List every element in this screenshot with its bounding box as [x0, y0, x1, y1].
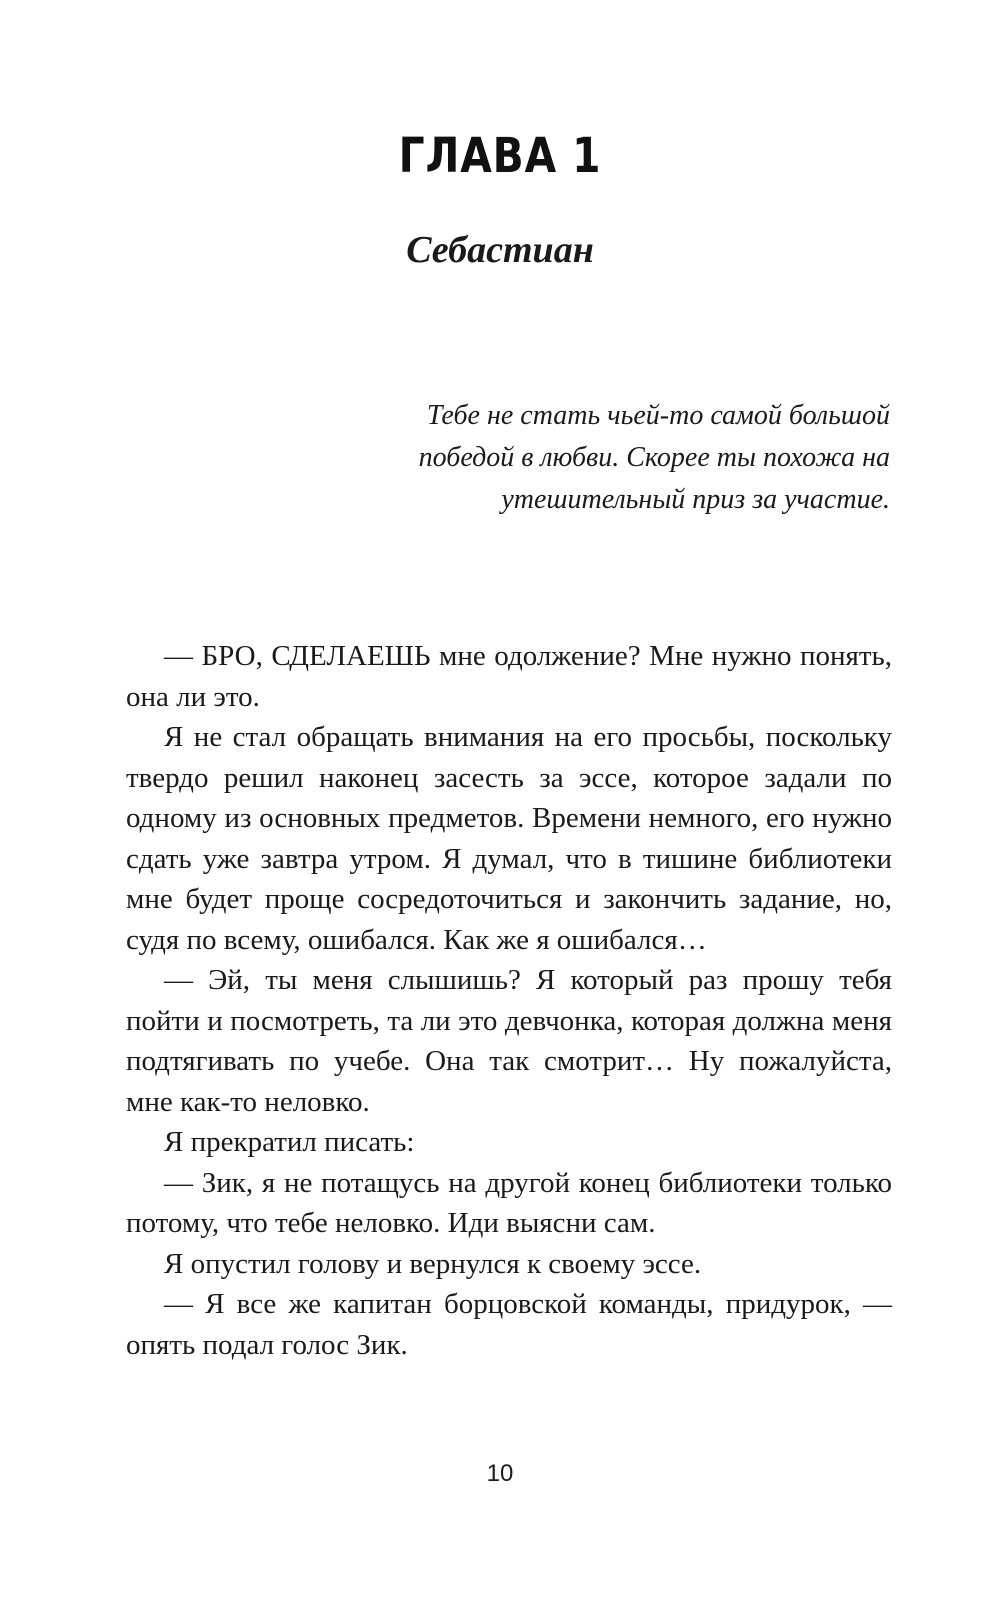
epigraph: Тебе не стать чьей-то самой большой победой в любви. Скорее ты похожа на утешительный приз за участие. [418, 400, 890, 515]
paragraph: Я прекратил писать: [164, 1126, 415, 1158]
chapter-title: ГЛАВА 1 [398, 128, 602, 184]
paragraph: Я не стал обращать внимания на его просьбы, поскольку твердо решил наконец засесть за эссе, которое задали по одному из основных предметов. Времени немного, его нужно сдать уже завтра утром. Я думал, что в тишине библиотеки мне будет проще сосредоточиться и закончить задание, но, судя по всему, ошибался. Как же я ошибался… [126, 721, 892, 956]
paragraph: Я опустил голову и вернулся к своему эссе. [164, 1247, 702, 1280]
chapter-subtitle: Себастиан [406, 229, 594, 271]
paragraph: — Я все же капитан борцовской команды, придурок, — опять подал голос Зик. [126, 1288, 892, 1361]
body-text [126, 636, 892, 1365]
paragraph: — Зик, я не потащусь на другой конец библиотеки только потому, что тебе неловко. Иди выясни сам. [126, 1166, 892, 1239]
paragraph: — БРО, СДЕЛАЕШЬ мне одолжение? Мне нужно понять, она ли это. [126, 640, 892, 713]
page-number: 10 [486, 1460, 514, 1487]
paragraph: — Эй, ты меня слышишь? Я который раз прошу тебя пойти и посмотреть, та ли это девчонка, которая должна меня подтягивать по учебе. Она так смотрит… Ну пожалуйста, мне как-то неловко. [126, 964, 892, 1118]
